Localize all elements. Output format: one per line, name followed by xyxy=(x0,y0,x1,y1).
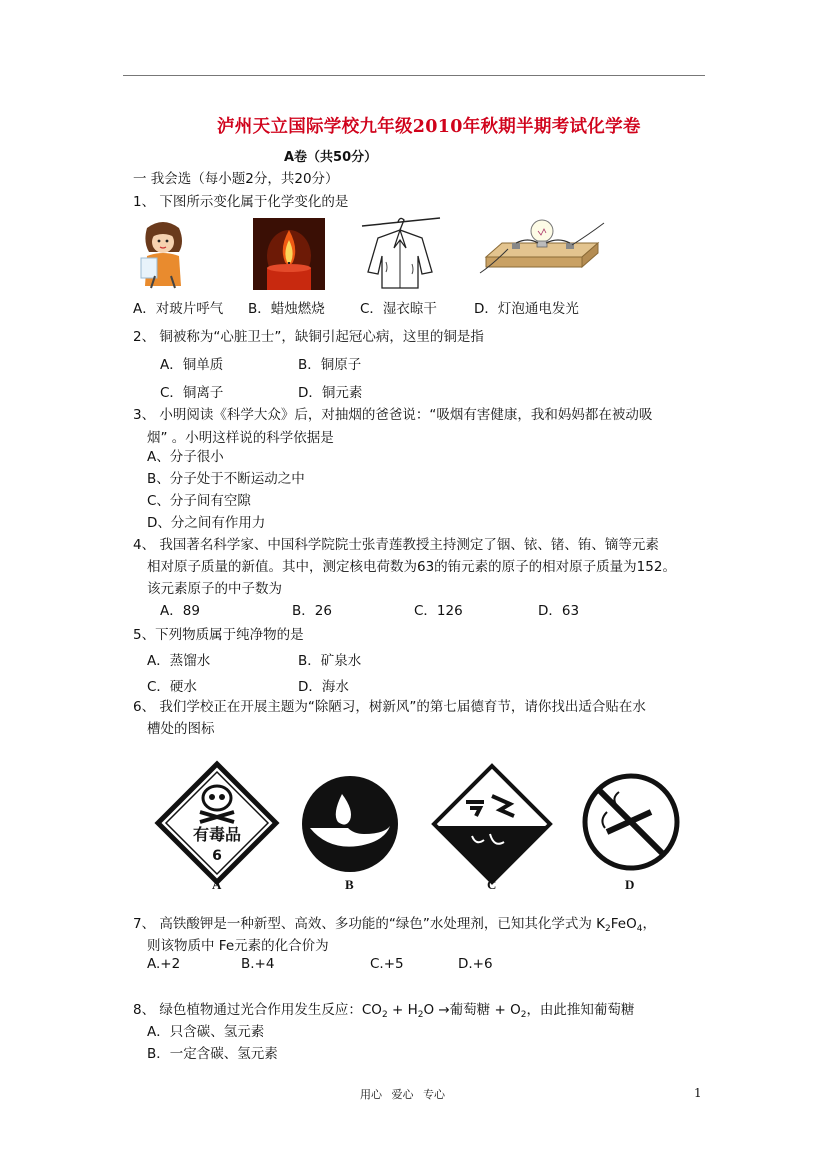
sign-label-b: B xyxy=(345,877,354,892)
toxic-sign-image xyxy=(152,760,282,890)
q2-option-b: B．铜原子 xyxy=(298,357,362,373)
sign-label-d: D xyxy=(625,877,635,892)
q8-option-a: A．只含碳、氢元素 xyxy=(147,1024,265,1040)
q1-stem: 1、 下图所示变化属于化学变化的是 xyxy=(133,194,349,210)
page-title: 泸州天立国际学校九年级2010年秋期半期考试化学卷 xyxy=(217,117,641,137)
light-bulb-circuit-image xyxy=(478,213,606,295)
q1-option-d: D．灯泡通电发光 xyxy=(474,301,579,317)
q8-option-b: B．一定含碳、氢元素 xyxy=(147,1046,278,1062)
q3-option-a: A、分子很小 xyxy=(147,449,224,465)
toxic-sign-text: 有毒品 xyxy=(192,825,242,844)
q5-option-a: A．蒸馏水 xyxy=(147,653,211,669)
q4-stem-line2: 相对原子质量的新值。其中，测定核电荷数为63的铕元素的原子的相对原子质量为152。 xyxy=(147,559,676,575)
q1-option-c: C．湿衣晾干 xyxy=(360,301,437,317)
q2-option-c: C．铜离子 xyxy=(160,385,224,401)
q7-option-b: B.+4 xyxy=(241,956,275,972)
q3-option-c: C、分子间有空隙 xyxy=(147,493,251,509)
girl-breathing-image xyxy=(133,218,195,290)
wet-clothes-drying-image xyxy=(360,212,442,292)
q7-option-d: D.+6 xyxy=(458,956,493,972)
header-rule xyxy=(123,75,705,76)
page-footer: 用心 爱心 专心 xyxy=(360,1088,445,1101)
q5-option-c: C．硬水 xyxy=(147,679,197,695)
q5-option-d: D．海水 xyxy=(298,679,349,695)
q1-option-a: A．对玻片呼气 xyxy=(133,301,224,317)
no-smoking-sign-image xyxy=(577,768,685,876)
q4-option-a: A．89 xyxy=(160,603,200,619)
section-heading: 一 我会选（每小题2分，共20分） xyxy=(133,171,339,187)
q7-stem-line2: 则该物质中 Fe元素的化合价为 xyxy=(147,938,329,954)
candle-burning-image xyxy=(253,218,325,290)
q3-option-d: D、分之间有作用力 xyxy=(147,515,266,531)
q8-stem: 8、 绿色植物通过光合作用发生反应：$CO_2 + H_2O$ →葡萄糖 + $O_2$，由此推知葡萄糖 xyxy=(133,1002,635,1020)
sign-label-a: A xyxy=(212,877,222,892)
corrosive-sign-image xyxy=(428,762,556,890)
toxic-sign-number: 6 xyxy=(212,848,222,864)
section-a-title: A卷（共50分） xyxy=(284,150,378,165)
q4-stem-line3: 该元素原子的中子数为 xyxy=(147,581,282,597)
q3-stem-line1: 3、 小明阅读《科学大众》后，对抽烟的爸爸说：“吸烟有害健康，我和妈妈都在被动吸 xyxy=(133,407,653,423)
q4-option-d: D．63 xyxy=(538,603,580,619)
q5-stem: 5、下列物质属于纯净物的是 xyxy=(133,627,304,643)
q6-stem-line2: 槽处的图标 xyxy=(147,721,215,737)
page-number: 1 xyxy=(694,1086,702,1100)
q7-option-c: C.+5 xyxy=(370,956,404,972)
q4-option-c: C．126 xyxy=(414,603,463,619)
q4-option-b: B．26 xyxy=(292,603,332,619)
q5-option-b: B．矿泉水 xyxy=(298,653,362,669)
q2-option-d: D．铜元素 xyxy=(298,385,363,401)
q2-option-a: A．铜单质 xyxy=(160,357,224,373)
q3-stem-line2: 烟” 。小明这样说的科学依据是 xyxy=(147,430,334,446)
sign-label-c: C xyxy=(487,877,497,892)
q7-option-a: A.+2 xyxy=(147,956,181,972)
q1-option-b: B．蜡烛燃烧 xyxy=(248,301,325,317)
water-saving-sign-image xyxy=(298,772,402,876)
q7-stem-line1: 7、 高铁酸钾是一种新型、高效、多功能的“绿色”水处理剂，已知其化学式为 $K_2FeO_4$， xyxy=(133,916,656,934)
q3-option-b: B、分子处于不断运动之中 xyxy=(147,471,305,487)
q2-stem: 2、 铜被称为“心脏卫士”，缺铜引起冠心病，这里的铜是指 xyxy=(133,329,484,345)
q4-stem-line1: 4、 我国著名科学家、中国科学院院士张青莲教授主持测定了铟、铱、锗、铕、镝等元素 xyxy=(133,537,659,553)
q6-stem-line1: 6、 我们学校正在开展主题为“除陋习，树新风”的第七届德育节，请你找出适合贴在水 xyxy=(133,699,646,715)
